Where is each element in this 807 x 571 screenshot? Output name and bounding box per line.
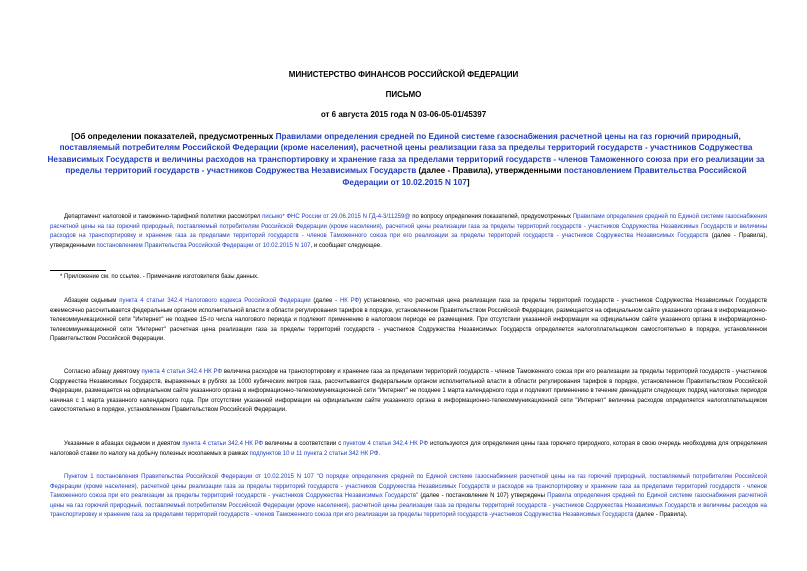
- footnote-divider: [50, 270, 106, 271]
- subject-text: (далее - Правила), утвержденными: [416, 166, 564, 176]
- paragraph-text: Абзацем седьмым: [64, 298, 120, 304]
- paragraph-4: [50, 440, 767, 459]
- paragraph-text: (далее -: [310, 298, 340, 304]
- paragraph-text: Согласно абзацу девятому: [64, 369, 142, 375]
- nk-rf-link[interactable]: НК РФ: [339, 298, 360, 304]
- paragraph-3: [50, 368, 767, 416]
- document-date-number: от 6 августа 2015 года N 03-06-05-01/45397: [320, 110, 487, 119]
- paragraph-text: Департамент налоговой и таможенно-тарифной политики рассмотрел: [64, 214, 263, 220]
- paragraph-text: .: [378, 450, 381, 457]
- subject-text: ]: [466, 177, 470, 187]
- document-subject: [44, 131, 768, 188]
- paragraph-text: (далее - Правила).: [633, 512, 688, 519]
- rules-link[interactable]: Правилами определения средней по Единой системе газоснабжения расчетной цены на газ горючий природный, поставляемый потребителям Российской Федерации (кроме населения), расчетной цены реализации газа за пределы территорий государств - участников Содружества Независимых Государств и величины расходов на транспортировку и хранение газа за пределами территорий государств - членов Таможенного союза при его реализации за пределы территорий государств - участников Содружества Независимых Государств: [47, 132, 765, 176]
- resolution-link[interactable]: постановлением Правительства Российской Федерации от 10.02.2015 N 107: [342, 166, 747, 187]
- paragraph-2: [50, 297, 767, 345]
- tax-code-link[interactable]: подпунктов 10 и 11 пункта 2 статьи 342 НК РФ: [249, 450, 379, 457]
- paragraph-text: , и сообщает следующее.: [310, 242, 382, 249]
- tax-code-link[interactable]: пункта 4 статьи 342.4 Налогового кодекса Российской Федерации: [119, 298, 311, 304]
- paragraph-text: по вопросу определения показателей, предусмотренных: [410, 214, 573, 220]
- tax-code-link[interactable]: пунктом 4 статьи 342.4 НК РФ: [343, 441, 429, 447]
- tax-code-link[interactable]: пункта 4 статьи 342.4 НК РФ: [182, 441, 264, 447]
- tax-code-link[interactable]: пункта 4 статьи 342.4 НК РФ: [141, 369, 223, 375]
- paragraph-text: (далее - Правила), утвержденными: [50, 233, 767, 249]
- paragraph-text: Указанные в абзацах седьмом и девятом: [64, 441, 183, 447]
- paragraph-text: (далее - постановление N 107) утверждены: [418, 493, 548, 500]
- ministry-heading: МИНИСТЕРСТВО ФИНАНСОВ РОССИЙСКОЙ ФЕДЕРАЦИИ: [288, 70, 519, 79]
- resolution-link[interactable]: постановлением Правительства Российской Федерации от 10.02.2015 N 107: [96, 242, 311, 249]
- subject-text: [Об определении показателей, предусмотренных: [71, 132, 276, 141]
- paragraph-text: ) установлено, что расчетная цена реализации газа за пределы территорий государств - участников Содружества Независимых Государств ежемесячно рассчитывается федеральным органом исполнительной власти в области регулирования тарифов в порядке, установленном Правительством Российской Федерации, размещается на официальном сайте указанного органа в информационно-телекоммуникационной сети "Интернет" не позднее 15-го числа налогового периода и подлежит применению в налоговом периоде ее размещения. При отсутствии указанной информации на официальном сайте указанного органа в информационно-телекоммуникационной сети "Интернет" расчетная цена реализации газа за пределы территорий государств - участников Содружества Независимых Государств определяется налогоплательщиком самостоятельно в порядке, установленном Правительством Российской Федерации.: [50, 298, 767, 343]
- rules-link[interactable]: Правила определения средней по Единой системе газоснабжения расчетной цены на газ горючий природный, поставляемый потребителям Российской Федерации (кроме населения), расчетной цены реализации газа за пределы территорий государств - участников Содружества Независимых Государств и величины расходов на транспортировку и хранение газа за пределами территорий государств - членов Таможенного союза при его реализации за пределы территорий государств -участников Содружества Независимых Государств: [50, 493, 768, 519]
- footnote: * Приложение см. по ссылке. - Примечание изготовителя базы данных.: [60, 274, 259, 280]
- resolution-link[interactable]: Пунктом 1 постановления Правительства Российской Федерации от 10.02.2015 N 107 "О порядке определения средней по Единой системе газоснабжения расчетной цены на газ горючий природный, поставляемый потребителям Российской Федерации (кроме населения), расчетной цены реализации газа за пределы территорий государств - участников Содружества Независимых Государств и расходов на транспортировку и хранение газа за пределами территорий государств - членов Таможенного союза при его реализации за пределы территорий государств - участников Содружества Независимых Государств": [50, 474, 767, 500]
- paragraph-text: величины в соответствии с: [263, 441, 344, 447]
- paragraph-text: величина расходов на транспортировку и хранение газа за пределами территорий государств - членов Таможенного союза при его реализации за пределы территорий государств - участников Содружества Независимых Государств, выраженных в рублях за 1000 кубических метров газа, рассчитывается федеральным органом исполнительной власти в области регулирования тарифов в порядке, установленном Правительством Российской Федерации, размещается на официальном сайте указанного органа в информационно-телекоммуникационной сети "Интернет" не позднее 1 марта календарного года и подлежит применению в течение двенадцати следующих подряд налоговых периодов начиная с 1 марта указанного календарного года. При отсутствии указанной информации на официальном сайте указанного органа в информационно-телекоммуникационной сети "Интернет" величина расходов определяется налогоплательщиком самостоятельно в порядке, установленном Правительством Российской Федерации.: [50, 369, 767, 414]
- paragraph-1: [50, 213, 767, 251]
- paragraph-text: используются для определения цены газа горючего природного, которая в свою очередь необходима для определения налоговой ставки по налогу на добычу полезных ископаемых в рамках: [50, 441, 767, 457]
- document-type: ПИСЬМО: [385, 90, 422, 99]
- paragraph-5: [50, 473, 767, 521]
- fns-letter-link[interactable]: письмо* ФНС России от 29.06.2015 N ГД-4-3/11259@: [262, 214, 411, 220]
- rules-link[interactable]: Правилами определения средней по Единой системе газоснабжения расчетной цены на газ горючий природный, поставляемый потребителям Российской Федерации (кроме населения), расчетной цены реализации газа за пределы территорий государств - участников Содружества Независимых Государств и величины расходов на транспортировку и хранение газа за пределами территорий государств - членов Таможенного союза при его реализации за пределы территорий государств - участников Содружества Независимых Государств: [50, 214, 767, 240]
